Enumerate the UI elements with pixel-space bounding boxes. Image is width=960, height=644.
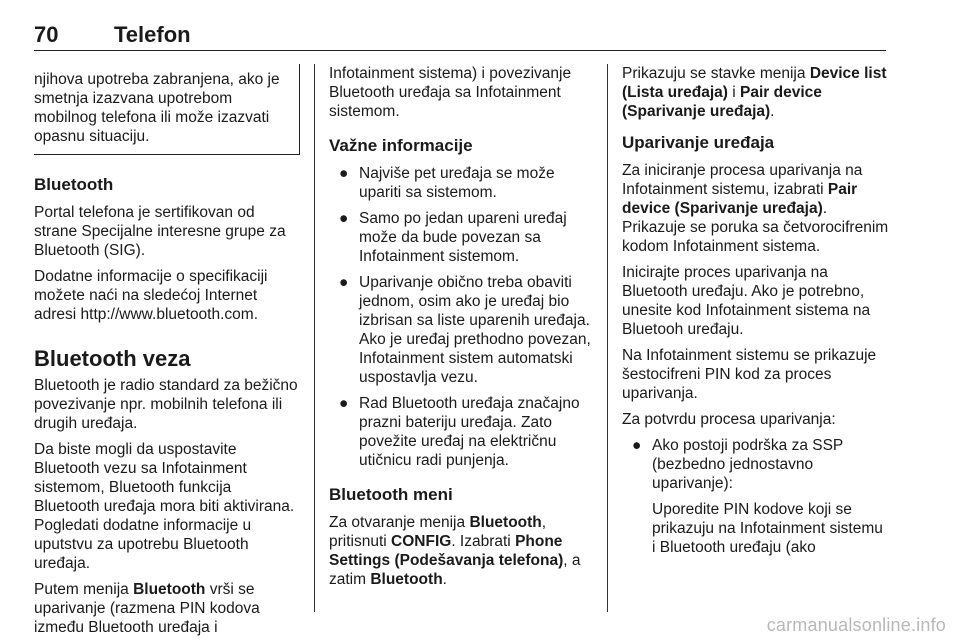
section-heading-bluetooth: Bluetooth	[34, 175, 114, 194]
list-item: ● Ako postoji podrška za SSP (bezbedno jednostavno uparivanje): Uporedite PIN kodove koji se prikazuju na Infotainment sistemu i Bluetooth uređaju (ako	[632, 437, 883, 556]
page-header	[34, 18, 886, 51]
paragraph: Za otvaranje menija Bluetooth, pritisnuti CONFIG. Izabrati Phone Settings (Podešavanja telefona), a zatim Bluetooth.	[329, 514, 581, 588]
paragraph: Portal telefona je sertifikovan od strane Specijalne interesne grupe za Bluetooth (SIG).	[34, 204, 286, 259]
paragraph: Za iniciranje procesa uparivanja na Infotainment sistemu, izabrati Pair device (Sparivanje uređaja). Prikazuje se poruka sa četvorocifrenim kodom Infotainment sistema.	[622, 162, 889, 255]
chapter-heading-bluetooth-veza: Bluetooth veza	[34, 346, 191, 371]
paragraph: Dodatne informacije o specifikaciji možete naći na sledećoj Internet adresi http://www.bluetooth.com.	[34, 268, 268, 323]
bullet-list	[329, 164, 599, 470]
bullet-icon: ●	[339, 395, 349, 412]
paragraph: Infotainment sistema) i povezivanje Bluetooth uređaja sa Infotainment sistemom.	[329, 65, 572, 120]
paragraph: Na Infotainment sistemu se prikazuje šestocifreni PIN kod za proces uparivanja.	[622, 347, 877, 402]
page-number: 70	[34, 22, 59, 47]
bullet-icon: ●	[632, 437, 642, 454]
list-item: ● Najviše pet uređaja se može upariti sa sistemom.	[339, 165, 555, 201]
paragraph: Da biste mogli da uspostavite Bluetooth vezu sa Infotainment sistemom, Bluetooth funkcija Bluetooth uređaja mora biti aktivirana. Pogledati dodatne informacije u uputstvu za upotrebu Bluetooth uređaja.	[34, 441, 295, 572]
section-heading-vazne-informacije: Važne informacije	[329, 136, 473, 155]
paragraph: Inicirajte proces uparivanja na Bluetooth uređaju. Ako je potrebno, unesite kod Infotainment sistema na Bluetooh uređaju.	[622, 264, 871, 338]
section-heading-bluetooth-meni: Bluetooth meni	[329, 485, 453, 504]
bullet-icon: ●	[339, 274, 349, 291]
list-item: ● Samo po jedan upareni uređaj može da bude povezan sa Infotainment sistemom.	[339, 210, 567, 265]
page-title: Telefon	[114, 22, 191, 47]
watermark: carmanualsonline.info	[766, 615, 946, 635]
section-heading-uparivanje: Uparivanje uređaja	[622, 133, 775, 152]
paragraph: Putem menija Bluetooth vrši se uparivanje (razmena PIN kodova između Bluetooth uređaja i	[34, 581, 260, 636]
bullet-list	[622, 436, 890, 557]
bullet-icon: ●	[339, 210, 349, 227]
paragraph: Bluetooth je radio standard za bežično povezivanje npr. mobilnih telefona ili drugih uređaja.	[34, 377, 298, 432]
paragraph: Za potvrdu procesa uparivanja:	[622, 411, 836, 428]
list-item: ● Uparivanje obično treba obaviti jednom, osim ako je uređaj bio izbrisan sa liste uparenih uređaja. Ako je uređaj prethodno povezan, Infotainment sistem automatski uspostavlja vezu.	[339, 274, 591, 386]
column-3	[622, 64, 890, 565]
column-2	[329, 64, 599, 596]
bullet-icon: ●	[339, 165, 349, 182]
paragraph: Prikazuju se stavke menija Device list (Lista uređaja) i Pair device (Sparivanje uređaja).	[622, 65, 887, 120]
warning-box	[34, 64, 300, 155]
column-divider	[607, 64, 608, 612]
list-item: ● Rad Bluetooth uređaja značajno prazni bateriju uređaja. Zato povežite uređaj na električnu utičnicu radi punjenja.	[339, 395, 580, 469]
column-1	[34, 64, 300, 644]
column-divider	[314, 64, 315, 612]
warning-text: njihova upotreba zabranjena, ako je smetnja izazvana upotrebom mobilnog telefona ili može izazvati opasnu situaciju.	[34, 71, 280, 145]
menu-term: Bluetooth	[133, 581, 206, 598]
